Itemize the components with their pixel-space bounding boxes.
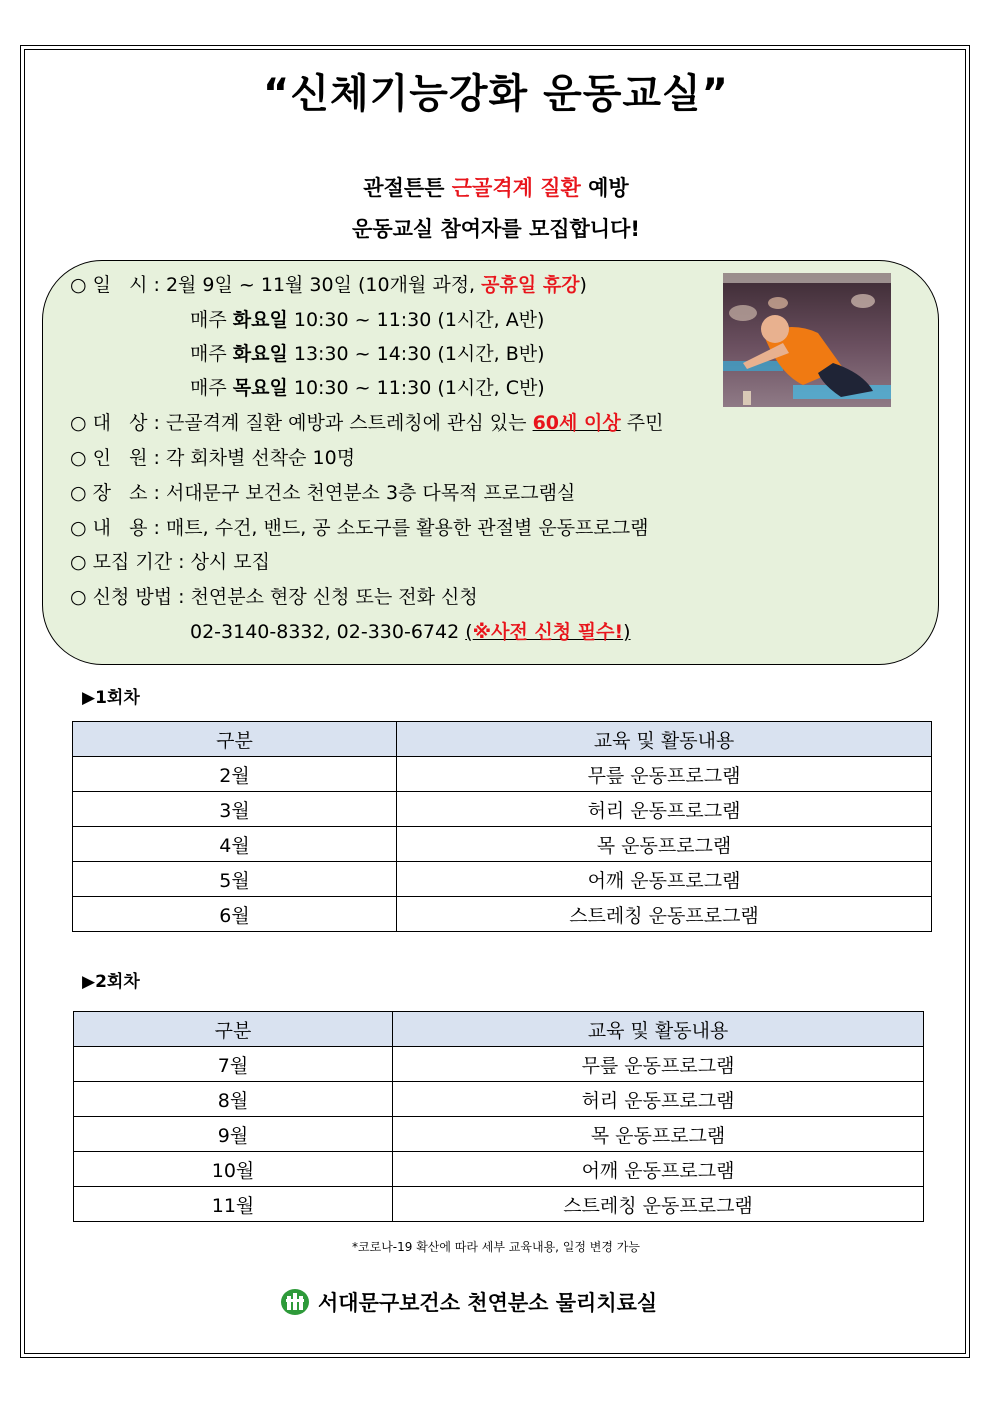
round1-table [72, 721, 932, 932]
place-line: ○ 장 소 : 서대문구 보건소 천연분소 3층 다목적 프로그램실 [70, 482, 576, 504]
period-line: ○ 모집 기간 : 상시 모집 [70, 551, 271, 573]
footer-organization: 서대문구보건소 천연분소 물리치료실 [318, 1291, 658, 1315]
column-header: 구분 [73, 722, 397, 757]
table-row: 6월 스트레칭 운동프로그램 [73, 897, 932, 932]
column-header: 교육 및 활동내용 [397, 722, 932, 757]
target-line: ○ 대 상 : 근골격계 질환 예방과 스트레칭에 관심 있는 60세 이상 주민 [70, 412, 664, 434]
stretching-person-image [723, 273, 891, 407]
footnote: *코로나-19 확산에 따라 세부 교육내용, 일정 변경 가능 [352, 1240, 640, 1254]
table-row: 9월 목 운동프로그램 [74, 1117, 924, 1152]
column-header: 구분 [74, 1012, 393, 1047]
schedule-line: ○ 일 시 : 2월 9일 ~ 11월 30일 (10개월 과정, 공휴일 휴강) [70, 274, 587, 296]
age-highlight: 60세 이상 [532, 412, 621, 434]
health-center-logo-icon [280, 1288, 310, 1316]
round2-label: ▶2회차 [82, 972, 140, 992]
table-header-row [73, 722, 932, 757]
table-row: 5월 어깨 운동프로그램 [73, 862, 932, 897]
table-row: 3월 허리 운동프로그램 [73, 792, 932, 827]
table-row: 2월 무릎 운동프로그램 [73, 757, 932, 792]
preregister-note: ※사전 신청 필수! [472, 621, 624, 643]
exercise-photo [723, 273, 891, 407]
page-title: “신체기능강화 운동교실” [263, 71, 729, 117]
class-a-line: 매주 화요일 10:30 ~ 11:30 (1시간, A반) [190, 309, 545, 331]
table-header-row [74, 1012, 924, 1047]
apply-line: ○ 신청 방법 : 천연분소 현장 신청 또는 전화 신청 [70, 586, 478, 608]
column-header: 교육 및 활동내용 [393, 1012, 924, 1047]
footer [280, 1287, 657, 1317]
class-b-line: 매주 화요일 13:30 ~ 14:30 (1시간, B반) [190, 343, 545, 365]
intro-highlight: 근골격계 질환 [451, 176, 581, 200]
intro-line-1: 관절튼튼 근골격계 질환 예방 [363, 176, 629, 200]
capacity-line: ○ 인 원 : 각 회차별 선착순 10명 [70, 447, 356, 469]
table-row: 8월 허리 운동프로그램 [74, 1082, 924, 1117]
content-line: ○ 내 용 : 매트, 수건, 밴드, 공 소도구를 활용한 관절별 운동프로그램 [70, 517, 649, 539]
round2-table [73, 1011, 924, 1222]
phone-line: 02-3140-8332, 02-330-6742 (※사전 신청 필수!) [190, 621, 631, 643]
table-row: 10월 어깨 운동프로그램 [74, 1152, 924, 1187]
intro-line-2: 운동교실 참여자를 모집합니다! [352, 217, 640, 241]
table-row: 4월 목 운동프로그램 [73, 827, 932, 862]
round1-label: ▶1회차 [82, 688, 140, 708]
class-c-line: 매주 목요일 10:30 ~ 11:30 (1시간, C반) [190, 377, 545, 399]
table-row: 7월 무릎 운동프로그램 [74, 1047, 924, 1082]
table-row: 11월 스트레칭 운동프로그램 [74, 1187, 924, 1222]
holiday-note: 공휴일 휴강 [481, 274, 580, 296]
